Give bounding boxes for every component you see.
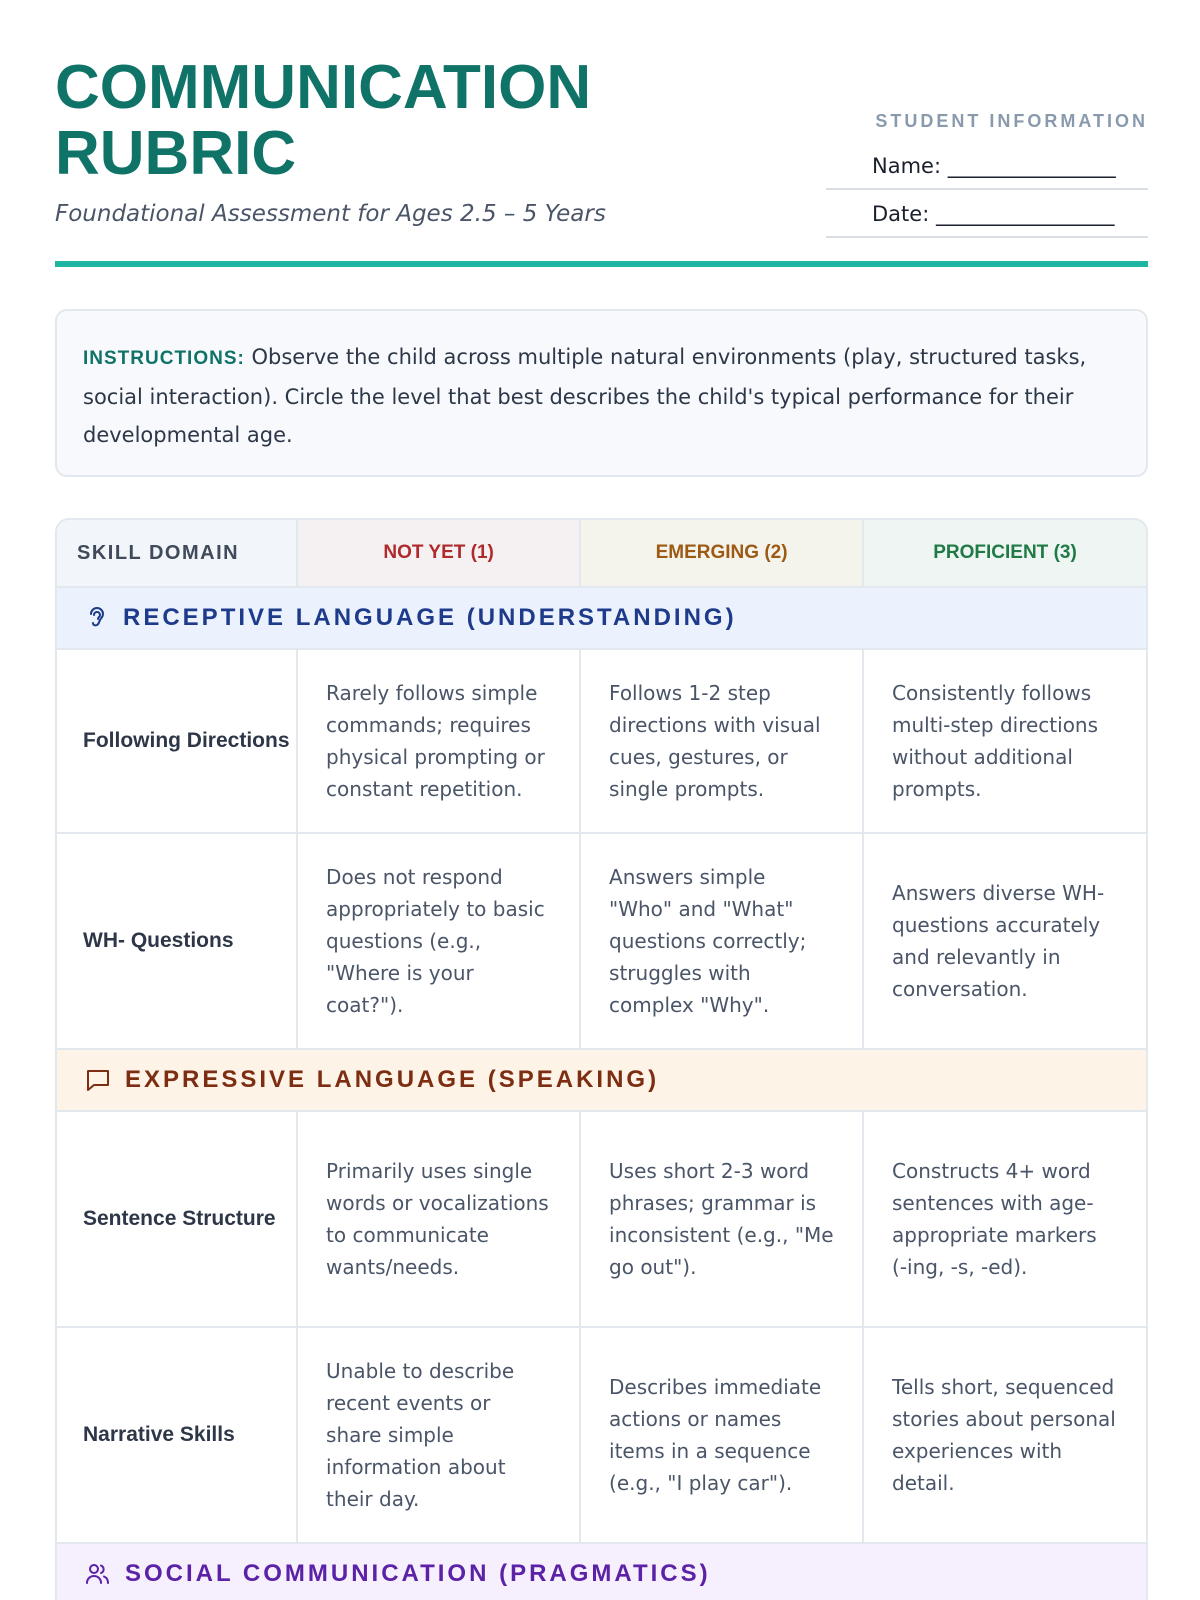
- header-skill-domain: SKILL DOMAIN: [57, 520, 298, 586]
- page-header: [55, 55, 1148, 267]
- table-row: [57, 1328, 1146, 1544]
- table-row: [57, 1112, 1146, 1328]
- section-expressive-language: [57, 1050, 1146, 1112]
- instructions-box: [55, 309, 1148, 477]
- student-info-title: STUDENT INFORMATION: [875, 111, 1148, 131]
- section-title: EXPRESSIVE LANGUAGE (SPEAKING): [125, 1066, 660, 1093]
- emerging-cell[interactable]: Describes immediate actions or names items in a sequence (e.g., "I play car").: [581, 1328, 864, 1542]
- table-row: [57, 650, 1146, 834]
- skill-name: WH- Questions: [57, 834, 298, 1048]
- name-field[interactable]: [826, 142, 1148, 190]
- date-field[interactable]: [826, 190, 1148, 238]
- date-label: Date: _________________: [872, 202, 1115, 226]
- header-divider: [55, 261, 1148, 267]
- proficient-cell[interactable]: Tells short, sequenced stories about personal experiences with detail.: [892, 1375, 1116, 1495]
- section-title: SOCIAL COMMUNICATION (PRAGMATICS): [125, 1560, 711, 1587]
- emerging-cell[interactable]: Uses short 2-3 word phrases; grammar is inconsistent (e.g., "Me go out").: [581, 1112, 864, 1326]
- not-yet-cell[interactable]: Rarely follows simple commands; requires physical prompting or constant repetition.: [298, 650, 581, 832]
- emerging-cell[interactable]: Follows 1-2 step directions with visual cues, gestures, or single prompts.: [581, 650, 864, 832]
- proficient-cell[interactable]: Constructs 4+ word sentences with age-appropriate markers (-ing, -s, -ed).: [892, 1159, 1097, 1279]
- header-emerging: EMERGING (2): [581, 520, 864, 586]
- table-header-row: [57, 520, 1146, 588]
- emerging-cell[interactable]: Answers simple "Who" and "What" questions correctly; struggles with complex "Why".: [581, 834, 864, 1048]
- not-yet-cell[interactable]: Does not respond appropriately to basic questions (e.g., "Where is your coat?").: [298, 834, 581, 1048]
- instructions-label: INSTRUCTIONS:: [83, 348, 245, 369]
- speech-bubble-icon: [85, 1068, 111, 1092]
- ear-icon: [85, 605, 109, 631]
- skill-name: Following Directions: [57, 650, 298, 832]
- section-receptive-language: [57, 588, 1146, 650]
- instructions-text: Observe the child across multiple natural environments (play, structured tasks, social interaction). Circle the level that best describes the child's typical performance for their developmental age.: [83, 345, 1087, 447]
- name-label: Name: ________________: [872, 154, 1116, 178]
- skill-name: Sentence Structure: [57, 1112, 298, 1326]
- rubric-table: [55, 518, 1148, 1600]
- header-proficient: PROFICIENT (3): [864, 520, 1146, 586]
- not-yet-cell[interactable]: Unable to describe recent events or share simple information about their day.: [298, 1328, 581, 1542]
- student-information: [826, 111, 1148, 238]
- section-title: RECEPTIVE LANGUAGE (UNDERSTANDING): [123, 604, 737, 631]
- page-title: COMMUNICATION RUBRIC: [55, 53, 592, 188]
- page-subtitle: Foundational Assessment for Ages 2.5 – 5 Years: [55, 201, 606, 227]
- users-icon: [85, 1562, 111, 1586]
- not-yet-cell[interactable]: Primarily uses single words or vocalizations to communicate wants/needs.: [298, 1112, 581, 1326]
- proficient-cell[interactable]: Answers diverse WH-questions accurately and relevantly in conversation.: [892, 881, 1105, 1001]
- section-social-communication: [57, 1544, 1146, 1600]
- proficient-cell[interactable]: Consistently follows multi-step directions without additional prompts.: [892, 681, 1099, 801]
- header-not-yet: NOT YET (1): [298, 520, 581, 586]
- table-row: [57, 834, 1146, 1050]
- skill-name: Narrative Skills: [57, 1328, 298, 1542]
